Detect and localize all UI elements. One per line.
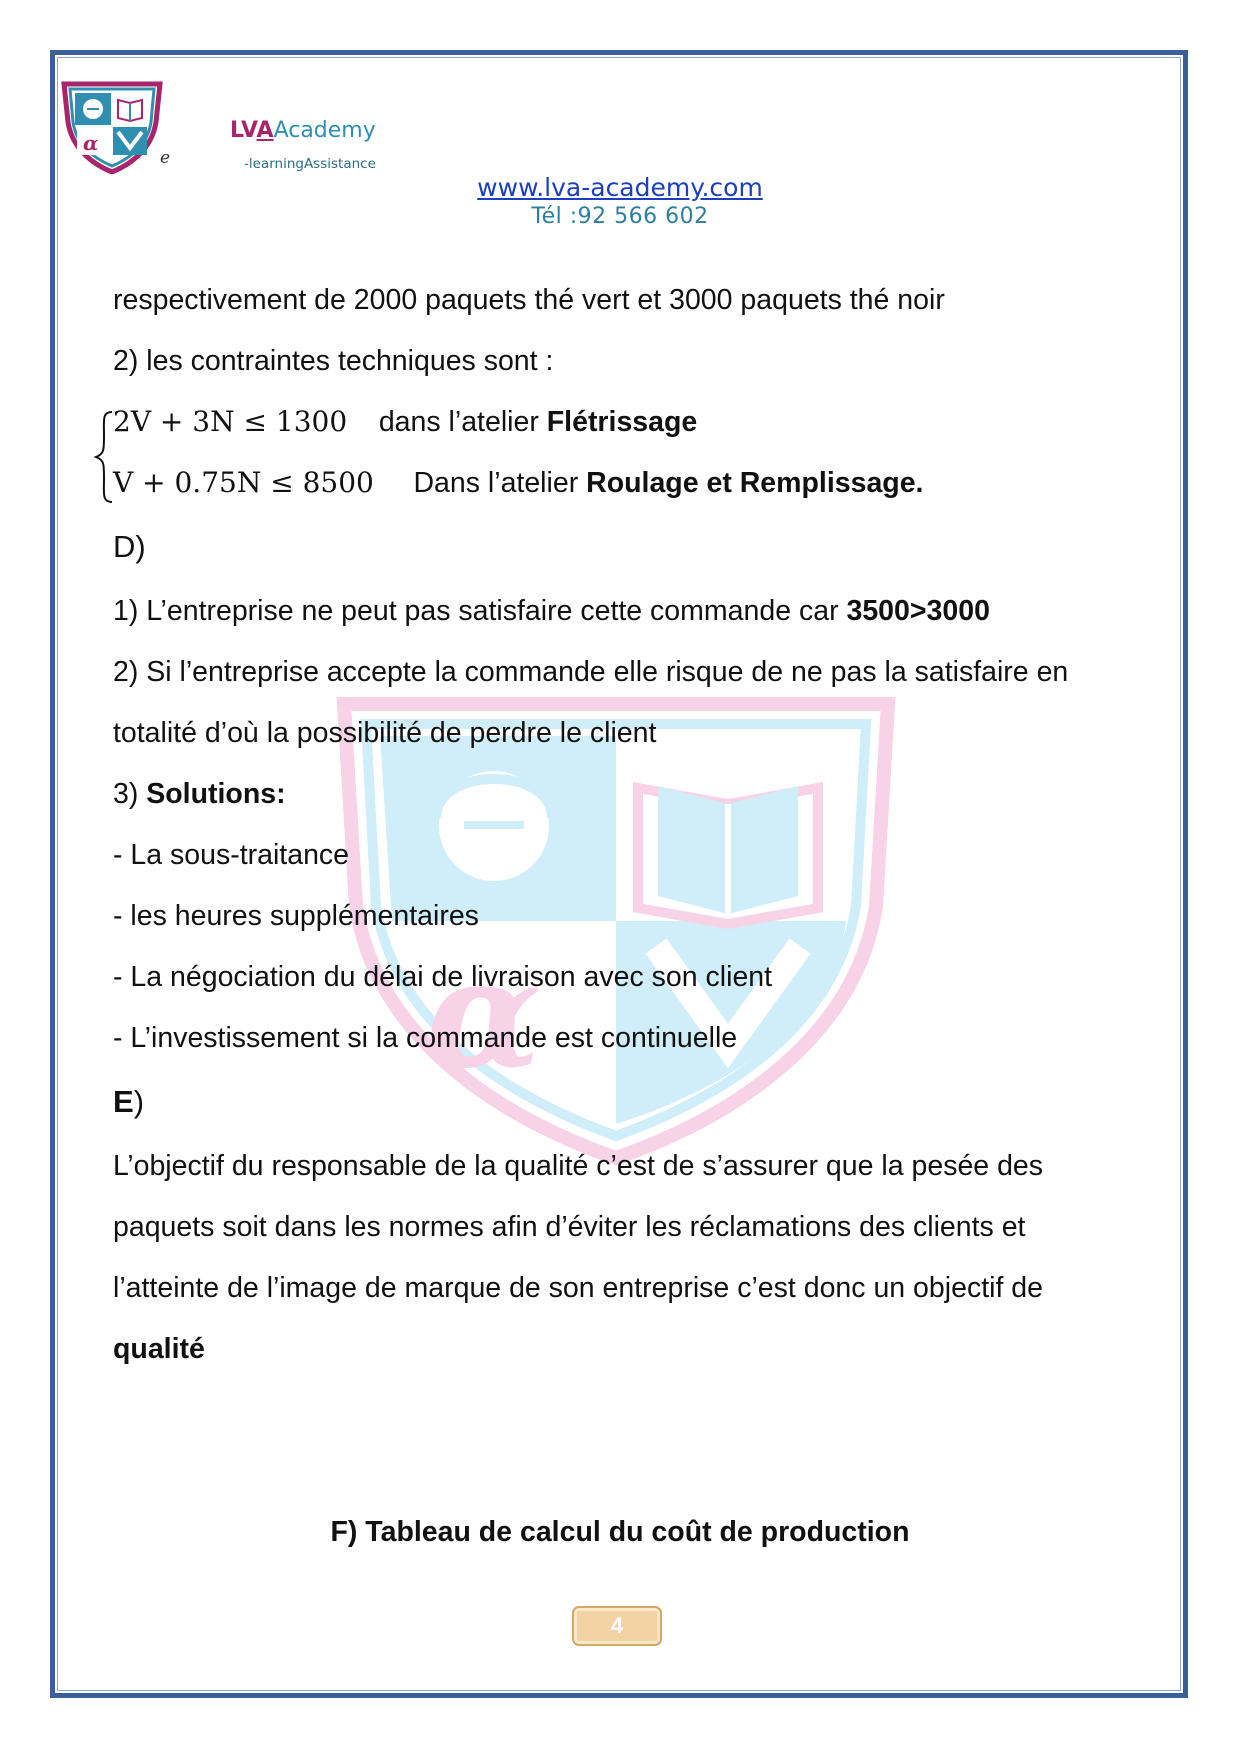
brand-academy: Academy — [273, 118, 376, 143]
constraint-1-text: dans l’atelier — [378, 406, 539, 438]
list-item: - L’investissement si la commande est continuelle — [113, 1022, 738, 1054]
list-item: - les heures supplémentaires — [113, 900, 479, 932]
text-line: qualité — [113, 1333, 205, 1365]
e-paren: ) — [133, 1084, 145, 1119]
website-link-row — [0, 173, 1240, 202]
constraint-2-text: Dans l’atelier — [413, 467, 579, 499]
section-heading-d: D) — [113, 529, 146, 564]
brand-name — [230, 118, 376, 143]
constraint-1-math: 2V + 3N ≤ 1300 — [113, 405, 348, 438]
text-line: respectivement de 2000 paquets thé vert et 3000 paquets thé noir — [113, 284, 945, 316]
d1-bold: 3500>3000 — [846, 595, 990, 627]
text-line — [113, 777, 286, 811]
section-heading-e — [113, 1085, 144, 1119]
text-line: 2) les contraintes techniques sont : — [113, 345, 554, 377]
text-line — [113, 594, 990, 628]
constraint-line-1 — [113, 405, 697, 439]
brand-lv: LV — [230, 118, 257, 143]
text-line: L’objectif du responsable de la qualité c’est de s’assurer que la pesée des — [113, 1150, 1044, 1182]
page-number: 4 — [572, 1606, 662, 1646]
lva-academy-logo-icon — [58, 78, 166, 174]
website-link[interactable]: www.lva-academy.com — [477, 173, 763, 202]
text-line: totalité d’où la possibilité de perdre le client — [113, 717, 657, 749]
brace-icon — [94, 410, 114, 504]
e-letter: E — [113, 1084, 134, 1119]
logo-e-glyph: e — [160, 148, 171, 168]
brand-va: A — [256, 118, 274, 143]
svg-text:α: α — [83, 131, 99, 155]
phone-number: Tél :92 566 602 — [531, 204, 709, 229]
text-line: 2) Si l’entreprise accepte la commande elle risque de ne pas la satisfaire en — [113, 656, 1069, 688]
d1-text: 1) L’entreprise ne peut pas satisfaire cette commande car — [113, 595, 839, 627]
solutions-heading: Solutions: — [146, 778, 286, 810]
brand-tagline: -learningAssistance — [244, 156, 376, 172]
list-item: - La négociation du délai de livraison avec son client — [113, 961, 773, 993]
constraint-1-workshop: Flétrissage — [546, 406, 698, 438]
d3-num: 3) — [113, 778, 139, 810]
constraint-line-2 — [113, 466, 923, 500]
list-item: - La sous-traitance — [113, 839, 350, 871]
svg-text:α: α — [426, 926, 542, 1102]
text-line: l’atteinte de l’image de marque de son entreprise c’est donc un objectif de — [113, 1272, 1043, 1304]
text-line: paquets soit dans les normes afin d’éviter les réclamations des clients et — [113, 1211, 1026, 1243]
constraint-2-math: V + 0.75N ≤ 8500 — [113, 466, 374, 499]
section-heading-f: F) Tableau de calcul du coût de production — [330, 1516, 910, 1548]
constraint-2-workshop: Roulage et Remplissage. — [586, 467, 924, 499]
